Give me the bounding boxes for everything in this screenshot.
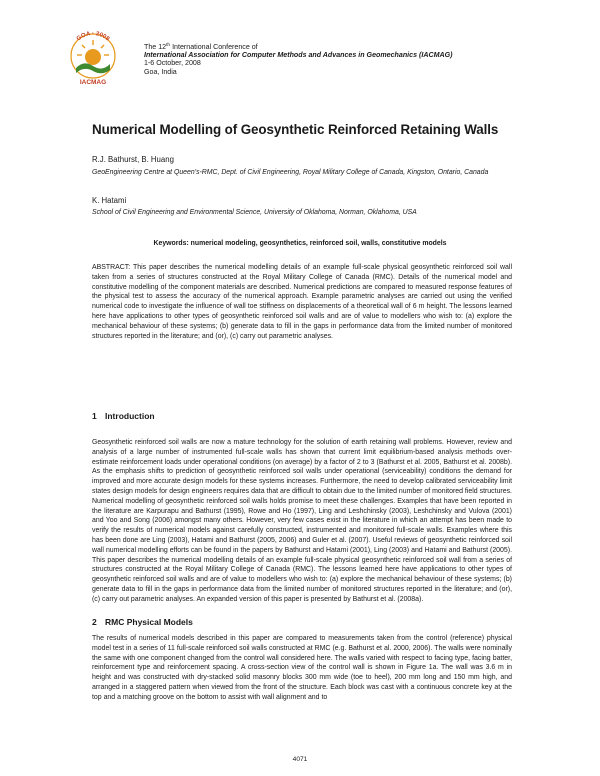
conference-name: International Association for Computer Methods and Advances in Geomechanics (IACMAG) xyxy=(144,51,453,60)
paper-title: Numerical Modelling of Geosynthetic Reinforced Retaining Walls xyxy=(92,122,499,137)
section-title: Introduction xyxy=(105,411,155,421)
section-title: RMC Physical Models xyxy=(105,617,193,627)
section-heading-introduction xyxy=(92,411,155,421)
conference-line-1: The 12th International Conference of xyxy=(144,43,258,51)
affiliation-2: School of Civil Engineering and Environmental Science, University of Oklahoma, Norman, Oklahoma, USA xyxy=(92,209,417,216)
conference-dates: 1-6 October, 2008 xyxy=(144,59,201,68)
conference-logo xyxy=(62,26,124,88)
logo-sun xyxy=(85,49,101,65)
authors-group-1: R.J. Bathurst, B. Huang xyxy=(92,155,174,164)
affiliation-1: GeoEngineering Centre at Queen’s-RMC, Dept. of Civil Engineering, Royal Military College of Canada, Kingston, Ontario, Canada xyxy=(92,169,489,176)
section-number: 1 xyxy=(92,411,97,421)
conference-location: Goa, India xyxy=(144,67,177,76)
authors-group-2: K. Hatami xyxy=(92,196,127,205)
section-number: 2 xyxy=(92,617,97,627)
keywords: Keywords: numerical modeling, geosynthetics, reinforced soil, walls, constitutive models xyxy=(153,240,447,247)
page-number: 4071 xyxy=(292,756,308,763)
logo-ring-text: GOA · 2008 xyxy=(75,30,111,43)
rmc-models-text: The results of numerical models described in this paper are compared to measurements taken from the control (reference) physical model test in a series of 11 full-scale reinforced soil walls constructed at RMC (e.g. Bathurst et al. 2000, 2006). The walls were nominally the same with one component changed from the control wall considered here. The walls varied with respect to facing type, facing batter, reinforcement type and reinforcement spacing. A cross-section view of the control wall is shown in Figure 1a. The wall was 3.6 m in height and was constructed with dry-stacked solid masonry blocks 300 mm wide (toe to heel), 200 mm long and 150 mm high, and arranged in a staggered pattern when viewed from the front of the structure. Each block was cast with a continuous concrete key at the top and a matching groove on the bottom to assist with wall alignment and to xyxy=(92,635,512,701)
conference-header xyxy=(144,43,544,76)
abstract: ABSTRACT: This paper describes the numerical modelling details of an example full-scale physical geosynthetic reinforced soil wall taken from a series of structures constructed at the Royal Military College of Canada (RMC). Details of the numerical model and constitutive modelling of the component materials are described. Numerical predictions are compared to measured response features of the physical test to assess the accuracy of the numerical approach. Example parametric analyses are carried out using the verified numerical code to investigate the influence of wall toe stiffness on displacements of a theoretical wall of 6 m height. The lessons learned here have applications to other types of geosynthetic reinforced soil walls and are of value to modellers who wish to: (a) explore the mechanical behaviour of these systems; (b) generate data to fill in the gaps in performance data from the limited number of monitored structures reported in the literature; and (or), (c) carry out parametric analyses. xyxy=(92,264,512,340)
introduction-text: Geosynthetic reinforced soil walls are now a mature technology for the solution of earth retaining wall problems. However, review and analysis of a large number of instrumented full-scale walls has shown that current limit equilibrium-based analysis methods over-estimate reinforcement loads under operational conditions (on average) by a factor of 2 to 3 (Bathurst et al. 2005, Bathurst et al. 2008b). As the emphasis shifts to prediction of geosynthetic reinforced soil walls under operational (serviceability) conditions the demand for improved and more accurate design models for these systems increases. Furthermore, the need to develop calibrated serviceability limit states design models for design engineers requires data that are difficult to obtain due to the limited number of monitored field structures. Numerical modelling of geosynthetic reinforced soil walls holds promise to meet these challenges. Examples that have been reported in the literature are Karpurapu and Bathurst (1995), Rowe and Ho (1997), Ling and Leshchinsky (2003), Leshchinsky and Vulova (2001) and Yoo and Song (2006) amongst many others. However, very few cases exist in the literature in which an attempt has been made to verify the results of numerical models against carefully constructed, instrumented and monitored full-scale walls. Examples where this has been done are Ling (2003), Hatami and Bathurst (2005, 2006) and Guler et al. (2007). Useful reviews of geosynthetic reinforced soil wall numerical modelling efforts can be found in the papers by Bathurst and Hatami (2001), Ling (2003) and Hatami and Bathurst (2005). This paper describes the numerical modelling details of an example full-scale physical geosynthetic reinforced soil wall from a series of structures constructed at the Royal Military College of Canada (RMC). The lessons learned here have applications to other types of geosynthetic reinforced soil walls and are of value to modellers who wish to: (a) explore the mechanical behaviour of these systems; (b) generate data to fill in the gaps in performance data from the limited number of monitored structures reported in the literature; and (or), (c) carry out parametric analyses. An expanded version of this paper is presented by Bathurst et al. (2008a). xyxy=(92,439,512,603)
section-heading-rmc-physical-models xyxy=(92,617,193,627)
logo-base-text: IACMAG xyxy=(79,79,107,86)
